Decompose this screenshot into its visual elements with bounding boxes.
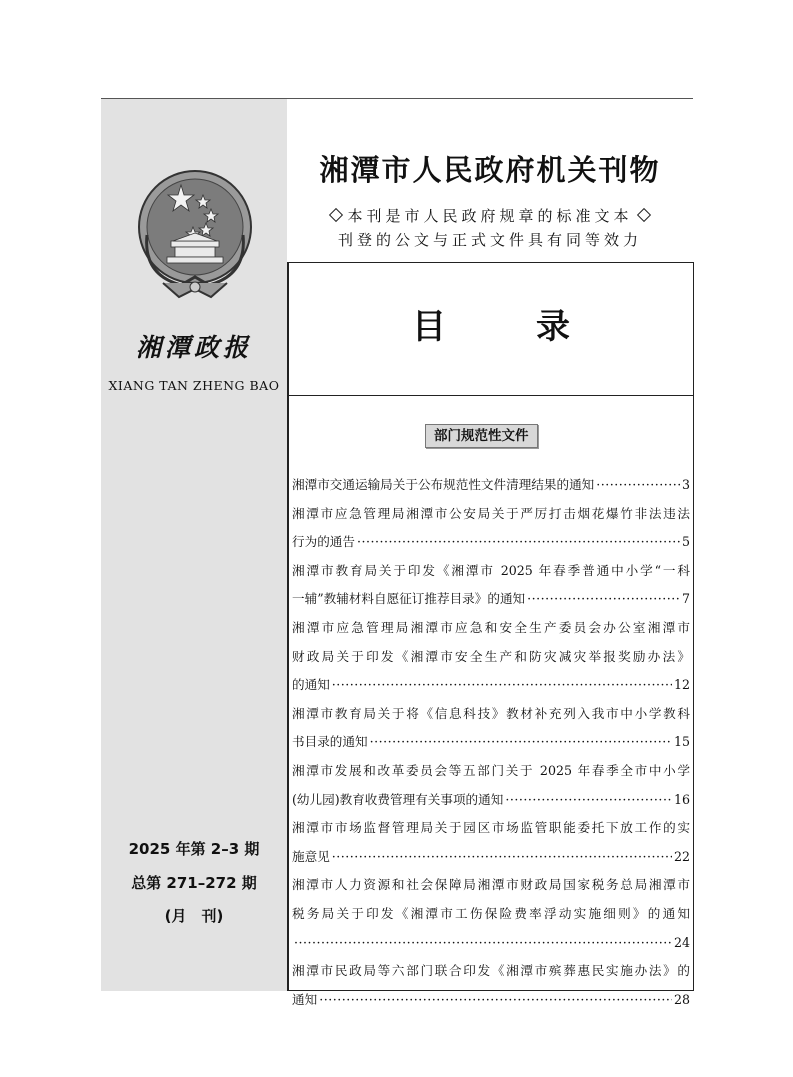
leader-dots — [370, 728, 672, 757]
leader-dots — [294, 929, 672, 958]
toc-page-number: 24 — [673, 934, 690, 950]
toc-title: 目 录 — [412, 307, 598, 347]
toc-entry[interactable] — [292, 471, 690, 500]
toc-entry-text: 湘潭市发展和改革委员会等五部门关于 2025 年春季全市中小学 — [292, 762, 690, 778]
issue-frequency: (月 刊) — [164, 907, 224, 925]
toc-entry[interactable] — [292, 957, 690, 1014]
leader-dots — [505, 786, 672, 815]
toc-entry-text: 湘潭市市场监督管理局关于园区市场监管职能委托下放工作的实 — [292, 820, 690, 836]
toc-entry-last-line — [292, 585, 690, 614]
toc-entry-text: 施意见 — [292, 848, 330, 864]
toc-entry-last-line — [292, 671, 690, 700]
leader-dots — [332, 671, 672, 700]
toc-entry-last-line — [292, 728, 690, 757]
toc-entry[interactable] — [292, 700, 690, 757]
toc-entry-text: 湘潭市交通运输局关于公布规范性文件清理结果的通知 — [292, 477, 595, 492]
toc-entry[interactable] — [292, 757, 690, 814]
issue-number: 2025 年第 2–3 期 — [128, 840, 260, 858]
toc-entry-text: 湘潭市民政局等六部门联合印发《湘潭市殡葬惠民实施办法》的 — [292, 963, 690, 979]
section-label: 部门规范性文件 — [425, 424, 538, 448]
toc-entry-text: 的通知 — [292, 677, 330, 693]
toc-page-number: 7 — [681, 591, 690, 607]
toc-entry[interactable] — [292, 557, 690, 614]
toc-page-number: 28 — [673, 991, 690, 1007]
table-of-contents — [287, 262, 694, 1007]
toc-entry-text: 税务局关于印发《湘潭市工伤保险费率浮动实施细则》的通知 — [292, 905, 690, 921]
toc-header — [289, 263, 693, 396]
toc-page-number: 3 — [681, 477, 690, 492]
toc-entry[interactable] — [292, 614, 690, 700]
motto-line-2: 刊登的公文与正式文件具有同等效力 — [337, 231, 642, 249]
toc-entry[interactable] — [292, 814, 690, 871]
toc-entry-last-line — [292, 471, 690, 500]
page-headline: 湘潭市人民政府机关刊物 — [319, 153, 661, 187]
toc-entry-text: 通知 — [292, 991, 318, 1007]
leader-dots — [319, 986, 672, 1015]
toc-page-number: 15 — [673, 734, 690, 750]
toc-entry-last-line — [292, 786, 690, 815]
toc-entry-text: 湘潭市应急管理局湘潭市应急和安全生产委员会办公室湘潭市 — [292, 619, 690, 635]
total-issue-number: 总第 271–272 期 — [131, 874, 257, 892]
masthead-title: 湘潭政报 — [135, 333, 252, 362]
toc-list — [292, 471, 690, 1014]
toc-entry-last-line — [292, 929, 690, 958]
toc-page-number: 16 — [673, 791, 690, 807]
masthead-subtitle: XIANG TAN ZHENG BAO — [108, 378, 280, 393]
toc-entry-text: 湘潭市教育局关于将《信息科技》教材补充列入我市中小学教科 — [292, 705, 690, 721]
toc-page-number: 12 — [673, 677, 690, 693]
toc-entry-text: 湘潭市教育局关于印发《湘潭市 2025 年春季普通中小学“一科 — [292, 562, 690, 578]
toc-entry-text: 湘潭市人力资源和社会保障局湘潭市财政局国家税务总局湘潭市 — [292, 877, 690, 893]
toc-entry-last-line — [292, 528, 690, 557]
motto-line-1: 本刊是市人民政府规章的标准文本 — [287, 205, 693, 226]
national-emblem-icon — [133, 165, 257, 305]
toc-entry[interactable] — [292, 500, 690, 557]
toc-page-number: 5 — [681, 534, 690, 550]
leader-dots — [596, 471, 680, 500]
toc-entry-last-line — [292, 986, 690, 1015]
toc-page-number: 22 — [673, 848, 690, 864]
leader-dots — [332, 843, 672, 872]
leader-dots — [357, 528, 680, 557]
toc-entry-text: 行为的通告 — [292, 534, 355, 550]
toc-entry-text: 一辅”教辅材料自愿征订推荐目录》的通知 — [292, 591, 526, 607]
toc-entry-last-line — [292, 843, 690, 872]
toc-entry-text: 财政局关于印发《湘潭市安全生产和防灾减灾举报奖励办法》 — [292, 648, 690, 664]
toc-entry-text: (幼儿园)教育收费管理有关事项的通知 — [292, 791, 504, 807]
leader-dots — [527, 585, 680, 614]
toc-entry[interactable] — [292, 871, 690, 957]
toc-entry-text: 湘潭市应急管理局湘潭市公安局关于严厉打击烟花爆竹非法违法 — [292, 505, 690, 521]
diamond-icon — [636, 207, 650, 221]
diamond-icon — [329, 207, 343, 221]
toc-entry-text: 书目录的通知 — [292, 734, 368, 750]
